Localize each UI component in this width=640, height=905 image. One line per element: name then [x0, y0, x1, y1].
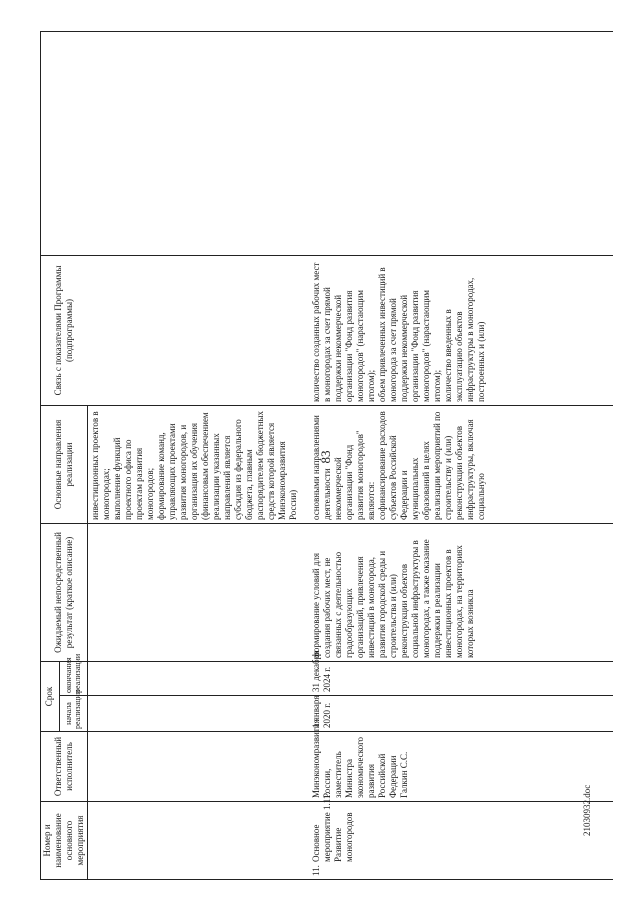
text-line: экономического	[355, 736, 365, 798]
text-line: построенных и (или)	[476, 321, 486, 402]
text-line: управляющих проектами	[167, 423, 177, 520]
text-line: создания рабочих мест, не	[322, 557, 332, 658]
text-line: моногородов" (нарастающим	[355, 290, 365, 402]
text-line: моногородах, а также оказание	[421, 539, 431, 658]
text-line: софинансирование расходов	[377, 411, 387, 520]
text-line: формирование условий для	[311, 552, 321, 658]
text-line: эксплуатацию объектов	[454, 311, 464, 402]
header-term-end: окончания реализации	[59, 661, 87, 695]
text-line: организации "Фонд развития	[410, 290, 420, 402]
text-line: заместитель	[333, 751, 343, 798]
text-line: средств которой является	[266, 422, 276, 520]
text-line: инвестиционных проектов в	[90, 411, 100, 520]
cont-cell-links	[88, 255, 304, 405]
text-line: 2020 г.	[322, 702, 332, 728]
row-name	[311, 792, 355, 862]
header-term-start: начала реализации	[59, 696, 87, 732]
text-line: проектам развития	[134, 447, 144, 520]
text-line: 2024 г.	[322, 666, 332, 692]
text-line: инвестиционных проектов в	[443, 549, 453, 658]
text-line: моногородов" (нарастающим	[421, 290, 431, 402]
text-line: основными направлениями	[311, 415, 321, 520]
cell-term-start	[303, 696, 613, 732]
page-number: 83	[318, 450, 333, 464]
text-line: градообразующих	[344, 588, 354, 658]
text-line: некоммерческой	[333, 457, 343, 520]
text-line: деятельности	[322, 468, 332, 520]
text-line: формирование команд,	[156, 432, 166, 520]
cell-responsible	[303, 719, 613, 802]
text-line: моногорода за счет прямой	[388, 298, 398, 402]
text-line: субъектов Российской	[388, 435, 398, 520]
rotated-table-area	[40, 32, 600, 880]
text-line: субсидия из федерального	[233, 419, 243, 520]
text-line: в моногородах за счет прямой	[322, 287, 332, 402]
text-line: Федерации	[388, 755, 398, 798]
text-line: проектного офиса по	[123, 439, 133, 520]
text-line: Федерации и	[399, 470, 409, 520]
header-responsible: Ответственный исполнитель	[41, 732, 88, 802]
text-line: инфраструктуры в моногородах,	[465, 277, 475, 402]
text-line: социальную	[476, 473, 486, 520]
cell-number-name	[303, 792, 613, 880]
cell-term-end	[303, 650, 613, 695]
text-line: связанных с деятельностью	[333, 551, 343, 658]
text-line: количество созданных рабочих мест	[311, 262, 321, 402]
text-line: итогом);	[432, 369, 442, 402]
text-line: Развитие	[333, 827, 343, 862]
text-line: моногородах, на территориях	[454, 545, 464, 658]
text-line: бюджета, главным	[244, 449, 254, 520]
text-line: моногородах;	[101, 468, 111, 520]
header-links: Связь с показателями Программы (подпрограммы)	[41, 255, 88, 405]
text-line: реализации указанных	[211, 433, 221, 520]
row-number: 11.	[311, 865, 321, 876]
text-line: 1 января	[311, 695, 321, 728]
text-line: реконструкции объектов	[399, 563, 409, 658]
text-line: итогом);	[366, 369, 376, 402]
text-line: поддержки некоммерческой	[333, 294, 343, 402]
text-line: направлений является	[222, 435, 232, 520]
text-line: количество введенных в	[443, 309, 453, 402]
text-line: объем привлеченных инвестиций в	[377, 267, 387, 402]
text-line: Основное	[311, 824, 321, 862]
text-line: (финансовым обеспечением	[200, 412, 210, 520]
text-line: инвестиций в моногорода,	[366, 556, 376, 658]
text-line: развития	[366, 763, 376, 798]
text-line: организаций, привлечения	[355, 556, 365, 658]
cont-cell-end	[88, 661, 304, 695]
table-row-11	[303, 31, 613, 879]
cont-cell-responsible	[88, 732, 304, 802]
text-line: Российской	[377, 753, 387, 798]
text-line: поддержки некоммерческой	[399, 294, 409, 402]
cont-cell-empty	[88, 31, 304, 255]
text-line: организации "Фонд	[344, 444, 354, 520]
header-number-name: Номер и наименование основного мероприятия	[41, 802, 88, 880]
text-line: реконструкции объектов	[454, 425, 464, 520]
header-directions: Основные направления реализации	[41, 405, 88, 523]
text-line: России,	[322, 768, 332, 798]
document-code: 21030932.doc	[582, 784, 592, 836]
header-expected-result: Ожидаемый непосредственный результат (краткое описание)	[41, 523, 88, 661]
text-line: мероприятие 1.11.	[322, 792, 332, 862]
cont-cell-directions	[88, 405, 304, 523]
text-line: строительства и (или)	[388, 574, 398, 658]
text-line: инфраструктуры, включая	[465, 419, 475, 520]
text-line: развития городской среды и	[377, 550, 387, 658]
text-line: 31 декабря	[311, 650, 321, 692]
text-line: развития моногородов, и	[178, 424, 188, 520]
text-line: муниципальных	[410, 457, 420, 520]
text-line: поддержки в реализации	[432, 563, 442, 658]
text-line: социальной инфраструктуры в	[410, 540, 420, 658]
text-line: строительству и (или)	[443, 435, 453, 520]
header-term: Срок	[41, 661, 60, 731]
header-empty	[41, 31, 88, 255]
text-line: распорядителем бюджетных	[255, 410, 265, 520]
text-line: образований в целях	[421, 441, 431, 520]
cont-cell-number-name	[88, 802, 304, 880]
text-line: реализации мероприятий по	[432, 411, 442, 520]
text-line: Минэкономразвития	[277, 441, 287, 520]
text-line: организация их обучения	[189, 422, 199, 520]
text-line: Галкин С.С.	[399, 751, 409, 798]
table-row-continuation	[88, 31, 304, 879]
cont-cell-start	[88, 696, 304, 732]
text-line: Минэкономразвития	[311, 719, 321, 798]
cell-links	[303, 255, 613, 405]
text-line: которых возникла	[465, 589, 475, 658]
text-line: моногородов;	[145, 467, 155, 520]
cell-empty	[303, 31, 613, 255]
cont-cell-result	[88, 523, 304, 661]
cell-expected-result	[303, 523, 613, 661]
text-line: являются:	[366, 481, 376, 520]
text-line: выполнение функций	[112, 437, 122, 520]
cell-directions	[303, 405, 613, 523]
measures-table	[40, 31, 613, 880]
text-line: России)	[288, 489, 298, 520]
text-line: моногородов	[344, 812, 354, 862]
text-line: развития моногородов"	[355, 430, 365, 520]
text-line: организации "Фонд развития	[344, 290, 354, 402]
text-line: Министра	[344, 759, 354, 798]
